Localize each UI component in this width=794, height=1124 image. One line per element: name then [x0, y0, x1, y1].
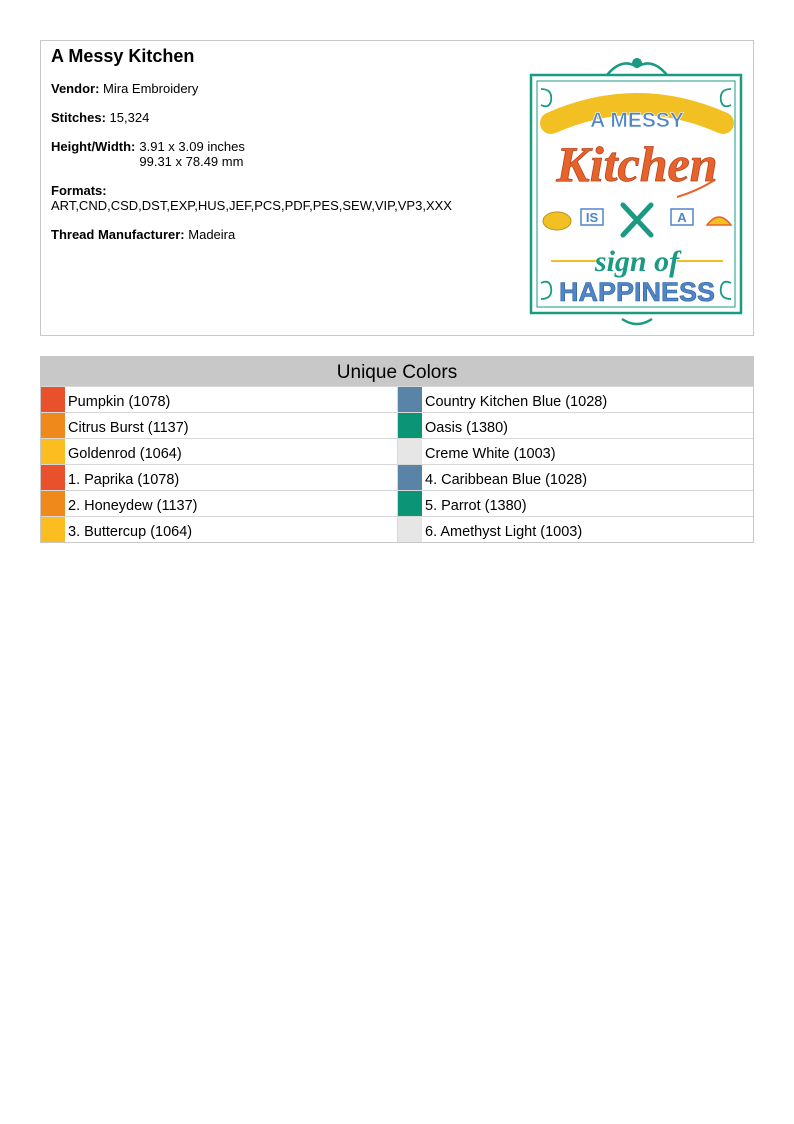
- color-name: 6. Amethyst Light (1003): [425, 524, 583, 540]
- color-row: [41, 516, 397, 542]
- color-swatch: [41, 439, 65, 464]
- color-name: 4. Caribbean Blue (1028): [425, 472, 588, 488]
- vendor-row: [51, 81, 511, 96]
- stitches-row: [51, 110, 511, 125]
- corner-scroll-tl: [541, 89, 551, 106]
- color-swatch: [398, 517, 422, 542]
- height-width-row: [51, 139, 511, 169]
- formats-value: ART,CND,CSD,DST,EXP,HUS,JEF,PCS,PDF,PES,SEW,VIP,VP3,XXX: [51, 198, 452, 213]
- vendor-value: Mira Embroidery: [103, 81, 199, 96]
- color-swatch: [398, 387, 422, 412]
- hw-values: [139, 139, 245, 169]
- color-swatch: [41, 387, 65, 412]
- color-swatch: [398, 491, 422, 516]
- hw-inches: 3.91 x 3.09 inches: [139, 139, 245, 154]
- thread-value: Madeira: [188, 227, 236, 242]
- artwork-a: A: [677, 210, 687, 225]
- color-row: [41, 464, 397, 490]
- stitches-label: Stitches:: [51, 110, 106, 125]
- color-row: [397, 412, 753, 438]
- color-name: Creme White (1003): [425, 446, 556, 462]
- color-name: 5. Parrot (1380): [425, 498, 527, 514]
- color-name: 1. Paprika (1078): [68, 472, 180, 488]
- stitches-value: 15,324: [109, 110, 150, 125]
- artwork-line4: sign of: [594, 245, 680, 278]
- color-row: [397, 386, 753, 412]
- bottom-ornament: [622, 319, 652, 324]
- crossed-utensils-icon: [623, 205, 651, 235]
- thread-label: Thread Manufacturer:: [51, 227, 185, 242]
- formats-label: Formats:: [51, 183, 107, 198]
- vendor-label: Vendor:: [51, 81, 100, 96]
- color-row: [41, 490, 397, 516]
- artwork-line1: A MESSY: [590, 109, 684, 132]
- color-name: Country Kitchen Blue (1028): [425, 394, 608, 410]
- design-title: A Messy Kitchen: [51, 46, 195, 66]
- thread-row: [51, 227, 511, 242]
- color-name: 2. Honeydew (1137): [68, 498, 198, 514]
- color-row: [41, 412, 397, 438]
- color-row: [397, 438, 753, 464]
- hw-label: Height/Width:: [51, 139, 136, 154]
- color-swatch: [41, 517, 65, 542]
- color-swatch: [41, 491, 65, 516]
- color-swatch: [41, 413, 65, 438]
- corner-scroll-tr: [721, 89, 731, 106]
- color-name: Goldenrod (1064): [68, 446, 182, 462]
- top-ornament-dot: [632, 58, 642, 68]
- color-row: [397, 490, 753, 516]
- color-row: [41, 386, 397, 412]
- color-swatch: [398, 465, 422, 490]
- color-name: Oasis (1380): [425, 420, 509, 436]
- corner-scroll-bl: [541, 282, 551, 299]
- lemon-icon: [543, 212, 571, 230]
- design-details: [51, 46, 511, 256]
- corner-scroll-br: [721, 282, 731, 299]
- formats-row: [51, 183, 511, 213]
- color-swatch: [41, 465, 65, 490]
- color-swatch: [398, 439, 422, 464]
- unique-colors-table: [40, 356, 754, 543]
- color-row: [41, 438, 397, 464]
- color-row: [397, 464, 753, 490]
- bowl-icon: [707, 217, 731, 225]
- artwork-is: IS: [585, 210, 599, 225]
- unique-colors-header: Unique Colors: [41, 357, 753, 386]
- artwork-line2: Kitchen: [556, 136, 718, 192]
- color-name: 3. Buttercup (1064): [68, 524, 193, 540]
- hw-mm: 99.31 x 78.49 mm: [139, 154, 244, 169]
- color-name: Citrus Burst (1137): [68, 420, 189, 436]
- design-info-box: [40, 40, 754, 336]
- color-swatch: [398, 413, 422, 438]
- artwork-line5: HAPPINESS: [558, 277, 716, 307]
- color-name: Pumpkin (1078): [68, 394, 171, 410]
- color-row: [397, 516, 753, 542]
- design-artwork: [527, 49, 747, 329]
- color-grid: [41, 386, 753, 542]
